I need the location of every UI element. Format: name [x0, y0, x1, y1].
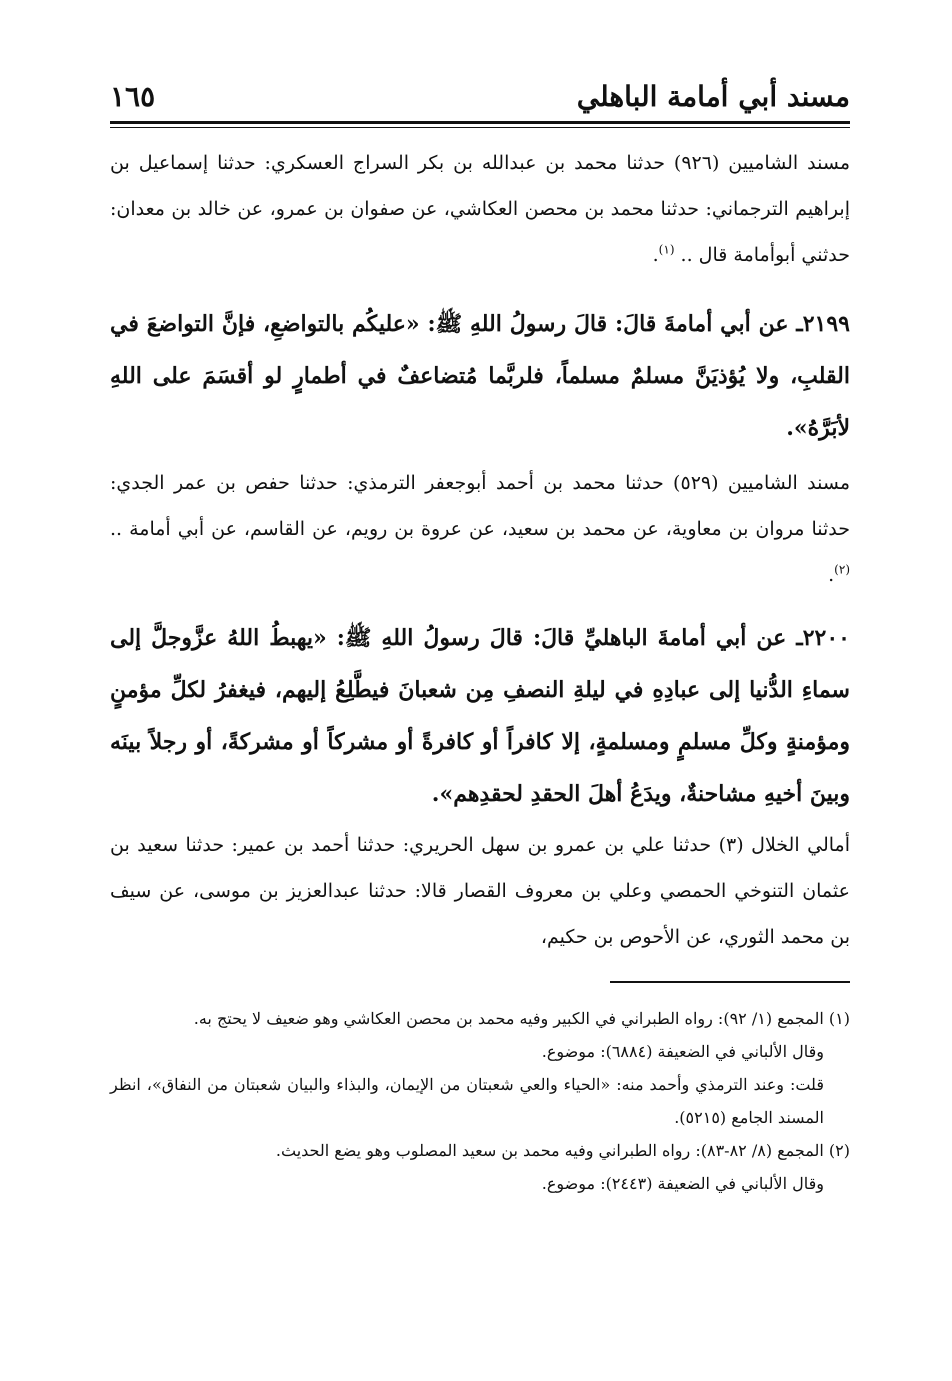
footnote-separator	[610, 981, 850, 983]
header-rule-thick	[110, 121, 850, 124]
footnote-ref-1: (١)	[658, 242, 675, 257]
source-text: مسند الشاميين (٥٢٩) حدثنا محمد بن أحمد أبوجعفر الترمذي: حدثنا حفص بن عمر الجدي: حدثنا مروان بن معاوية، عن محمد بن سعيد، عن عروة بن رويم، عن القاسم، عن أبي أمامة ..	[110, 472, 850, 540]
footnote-2: (٢) المجمع (٨/ ٨٢-٨٣): رواه الطبراني وفيه محمد بن سعيد المصلوب وهو يضع الحديث.	[275, 1141, 850, 1160]
hadith-2200: ٢٢٠٠ـ عن أبي أمامةَ الباهليِّ قالَ: قالَ رسولُ اللهِ ﷺ: «يهبطُ اللهُ عزَّوجلَّ إلى سماءِ الدُّنيا إلى عبادِهِ في ليلةِ النصفِ مِن شعبانَ فيطَّلِعُ إليهم، فيغفرُ لكلِّ مؤمنٍ ومؤمنةٍ وكلِّ مسلمٍ ومسلمةٍ، إلا كافراً أو كافرةً أو مشركاً أو مشركةً، أو رجلاً بينَه وبينَ أخيهِ مشاحنةٌ، ويدَعُ أهلَ الحقدِ لحقدِهم».	[110, 625, 850, 807]
footnotes	[110, 1002, 850, 1200]
source-text: مسند الشاميين (٩٢٦) حدثنا محمد بن عبدالله بن بكر السراج العسكري: حدثنا إسماعيل بن إبراهيم الترجماني: حدثنا محمد بن محصن العكاشي، عن صفوان بن عمرو، عن خالد بن معدان: حدثني أبوأمامة قال ..	[110, 152, 850, 266]
footnote-1-note: قلت: وعند الترمذي وأحمد منه: «الحياء والعي شعبتان من الإيمان، والبذاء والبيان شعبتان من النفاق»، انظر المسند الجامع (٥٢١٥).	[110, 1075, 824, 1127]
page-header	[110, 78, 850, 118]
page-number: ١٦٥	[110, 80, 156, 113]
footnote-1-note: وقال الألباني في الضعيفة (٦٨٨٤): موضوع.	[541, 1042, 824, 1061]
header-rule-thin	[110, 127, 850, 128]
footnote-ref-2: (٢)	[834, 562, 850, 577]
running-title: مسند أبي أمامة الباهلي	[576, 80, 850, 113]
source-paragraph-2: مسند الشاميين (٥٢٩) حدثنا محمد بن أحمد أبوجعفر الترمذي: حدثنا حفص بن عمر الجدي: حدثنا مروان بن معاوية، عن محمد بن سعيد، عن عروة بن رويم، عن القاسم، عن أبي أمامة .. $^{(٢)}$.	[110, 472, 850, 586]
source-paragraph-3: أمالي الخلال (٣) حدثنا علي بن عمرو بن سهل الحريري: حدثنا أحمد بن عمير: حدثنا سعيد بن عثمان التنوخي الحمصي وعلي بن معروف القصار قالا: حدثنا عبدالعزيز بن موسى، عن سيف بن محمد الثوري، عن الأحوص بن حكيم،	[110, 834, 850, 948]
source-paragraph-1: مسند الشاميين (٩٢٦) حدثنا محمد بن عبدالله بن بكر السراج العسكري: حدثنا إسماعيل بن إبراهيم الترجماني: حدثنا محمد بن محصن العكاشي، عن صفوان بن عمرو، عن خالد بن معدان: حدثني أبوأمامة قال .. $^{(١)}$.	[110, 152, 850, 266]
hadith-2199: ٢١٩٩ـ عن أبي أمامةَ قالَ: قالَ رسولُ اللهِ ﷺ: «عليكُم بالتواضعِ، فإنَّ التواضعَ في القلبِ، ولا يُؤذيَنَّ مسلمٌ مسلماً، فلربَّما مُتضاعفٌ في أطمارٍ لو أقسَمَ على اللهِ لأبَرَّهُ».	[110, 311, 850, 441]
footnote-2-note: وقال الألباني في الضعيفة (٢٤٤٣): موضوع.	[541, 1174, 824, 1193]
footnote-1: (١) المجمع (١/ ٩٢): رواه الطبراني في الكبير وفيه محمد بن محصن العكاشي وهو ضعيف لا يحتج به.	[193, 1009, 850, 1028]
